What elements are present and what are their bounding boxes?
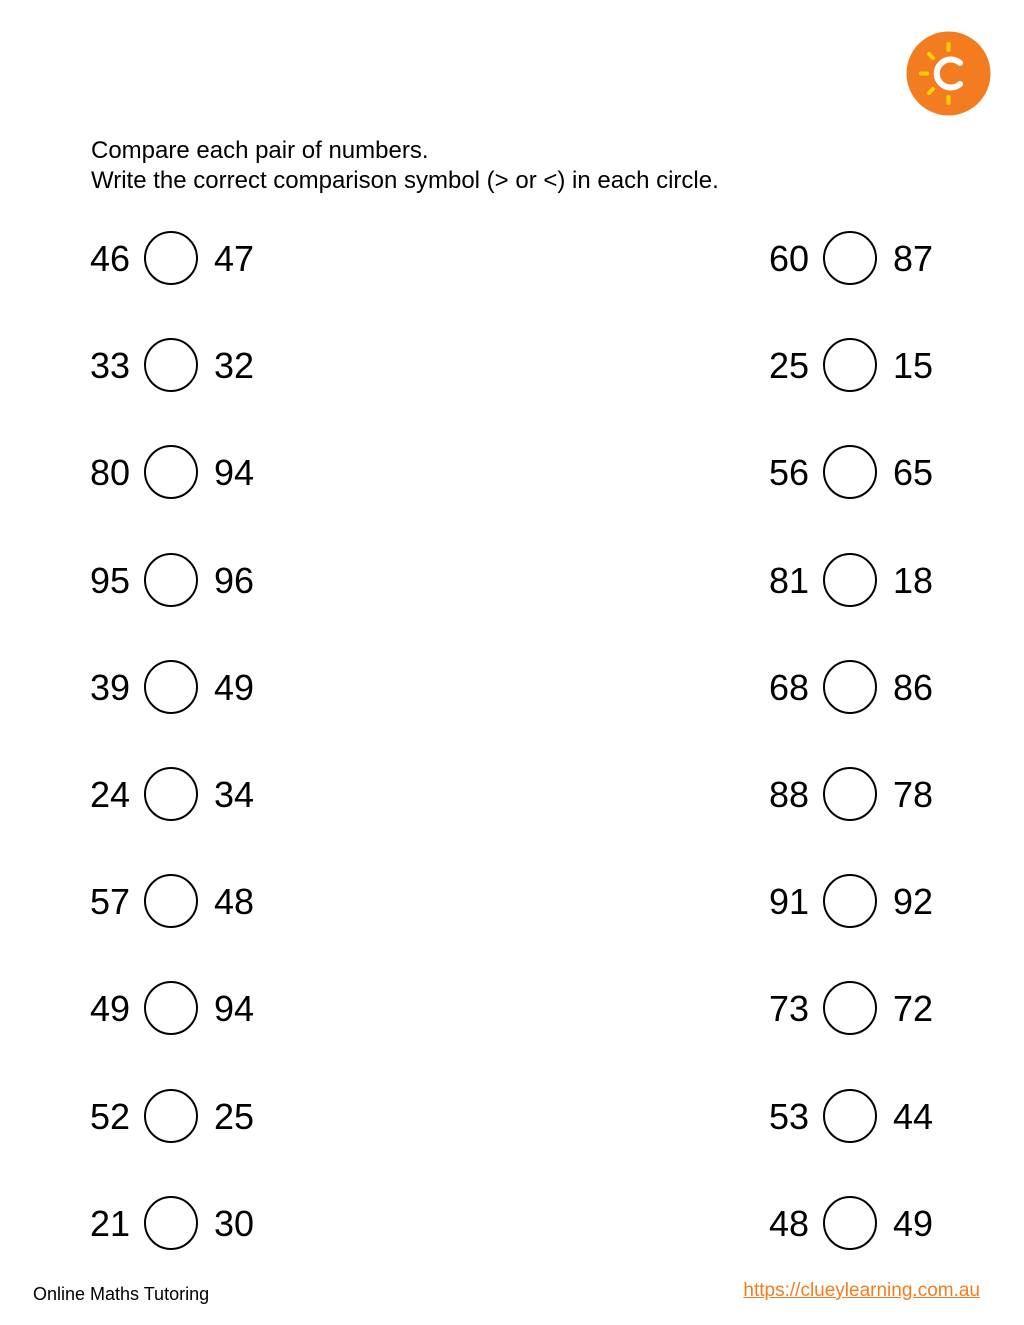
first-number: 33 bbox=[90, 345, 131, 387]
second-number: 32 bbox=[214, 345, 255, 387]
first-number: 73 bbox=[769, 988, 810, 1030]
first-number: 91 bbox=[769, 881, 810, 923]
second-number: 30 bbox=[214, 1202, 255, 1244]
first-number: 53 bbox=[769, 1095, 810, 1137]
second-number: 87 bbox=[893, 238, 934, 279]
comparison-problem bbox=[769, 874, 949, 932]
comparison-problem bbox=[769, 767, 949, 825]
instructions-line-1: Compare each pair of numbers. bbox=[91, 137, 429, 164]
answer-circle[interactable] bbox=[823, 231, 877, 285]
second-number: 78 bbox=[893, 774, 934, 815]
instructions bbox=[91, 136, 719, 196]
first-number: 88 bbox=[769, 774, 810, 815]
answer-circle[interactable] bbox=[144, 231, 198, 285]
comparison-problem bbox=[769, 338, 949, 396]
footer-website-link[interactable]: https://clueylearning.com.au bbox=[743, 1280, 980, 1301]
answer-circle[interactable] bbox=[823, 1089, 877, 1143]
answer-circle[interactable] bbox=[144, 981, 198, 1035]
comparison-problem bbox=[769, 1089, 949, 1147]
second-number: 92 bbox=[893, 881, 934, 923]
instructions-line-2: Write the correct comparison symbol (> or <) in each circle. bbox=[91, 167, 719, 194]
comparison-problem bbox=[90, 553, 270, 611]
first-number: 25 bbox=[769, 345, 810, 387]
answer-circle[interactable] bbox=[823, 1196, 877, 1250]
first-number: 95 bbox=[90, 559, 131, 601]
first-number: 52 bbox=[90, 1095, 131, 1137]
comparison-problem bbox=[90, 874, 270, 932]
comparison-problem bbox=[90, 1089, 270, 1147]
first-number: 57 bbox=[90, 881, 131, 923]
comparison-problem bbox=[90, 445, 270, 503]
first-number: 24 bbox=[90, 774, 131, 815]
second-number: 96 bbox=[214, 559, 255, 601]
first-number: 46 bbox=[90, 238, 131, 279]
first-number: 48 bbox=[769, 1202, 810, 1244]
second-number: 15 bbox=[893, 345, 934, 387]
answer-circle[interactable] bbox=[144, 338, 198, 392]
answer-circle[interactable] bbox=[823, 981, 877, 1035]
comparison-problem bbox=[90, 660, 270, 718]
first-number: 81 bbox=[769, 559, 810, 601]
answer-circle[interactable] bbox=[823, 553, 877, 607]
first-number: 39 bbox=[90, 666, 131, 708]
second-number: 72 bbox=[893, 988, 934, 1030]
first-number: 60 bbox=[769, 238, 810, 279]
comparison-problem bbox=[769, 660, 949, 718]
first-number: 49 bbox=[90, 988, 131, 1030]
second-number: 34 bbox=[214, 774, 255, 815]
answer-circle[interactable] bbox=[144, 445, 198, 499]
second-number: 94 bbox=[214, 988, 255, 1030]
comparison-problem bbox=[769, 231, 949, 289]
second-number: 18 bbox=[893, 559, 934, 601]
answer-circle[interactable] bbox=[823, 767, 877, 821]
answer-circle[interactable] bbox=[144, 1089, 198, 1143]
first-number: 56 bbox=[769, 452, 810, 494]
comparison-problem bbox=[90, 1196, 270, 1254]
first-number: 68 bbox=[769, 666, 810, 708]
comparison-problem bbox=[769, 1196, 949, 1254]
comparison-problem bbox=[769, 445, 949, 503]
first-number: 80 bbox=[90, 452, 131, 494]
comparison-problem bbox=[769, 981, 949, 1039]
second-number: 86 bbox=[893, 666, 934, 708]
comparison-problem bbox=[90, 338, 270, 396]
second-number: 44 bbox=[893, 1095, 934, 1137]
answer-circle[interactable] bbox=[823, 660, 877, 714]
answer-circle[interactable] bbox=[823, 874, 877, 928]
answer-circle[interactable] bbox=[823, 445, 877, 499]
answer-circle[interactable] bbox=[144, 874, 198, 928]
footer-tagline: Online Maths Tutoring bbox=[33, 1284, 210, 1304]
second-number: 65 bbox=[893, 452, 934, 494]
cluey-logo-icon bbox=[906, 31, 991, 116]
comparison-problem bbox=[90, 231, 270, 289]
second-number: 25 bbox=[214, 1095, 255, 1137]
comparison-problem bbox=[769, 553, 949, 611]
answer-circle[interactable] bbox=[144, 767, 198, 821]
second-number: 94 bbox=[214, 452, 255, 494]
answer-circle[interactable] bbox=[144, 553, 198, 607]
comparison-problem bbox=[90, 767, 270, 825]
second-number: 48 bbox=[214, 881, 255, 923]
second-number: 47 bbox=[214, 238, 255, 279]
answer-circle[interactable] bbox=[144, 1196, 198, 1250]
comparison-problem bbox=[90, 981, 270, 1039]
answer-circle[interactable] bbox=[823, 338, 877, 392]
second-number: 49 bbox=[893, 1202, 934, 1244]
answer-circle[interactable] bbox=[144, 660, 198, 714]
first-number: 21 bbox=[90, 1202, 131, 1244]
second-number: 49 bbox=[214, 666, 255, 708]
